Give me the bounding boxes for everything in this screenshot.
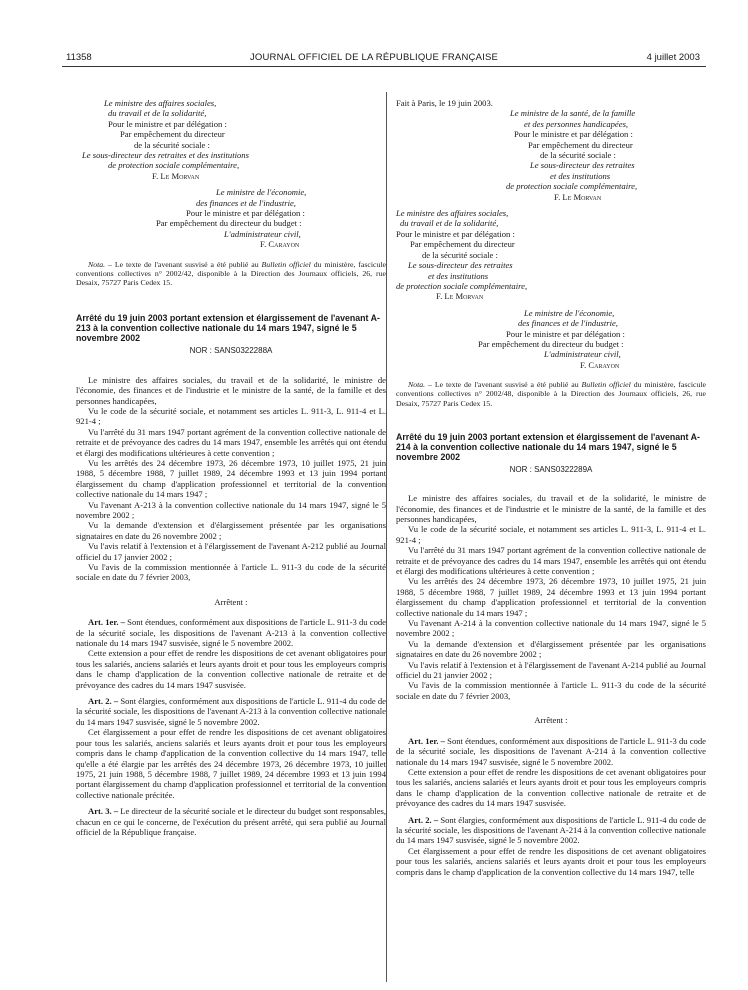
sig-line: de protection sociale complémentaire, [396, 280, 528, 291]
issue-date: 4 juillet 2003 [646, 52, 700, 63]
paragraph: Vu l'avis de la commission mentionnée à l'article L. 911-3 du code de la sécurité sociale en date du 7 février 2003, [396, 680, 706, 701]
sig-line: Par empêchement du directeur [120, 129, 225, 140]
nor-reference: NOR : SANS0322288A [189, 346, 273, 356]
sig-line: et des institutions [428, 270, 489, 281]
nota: Nota. – Le texte de l'avenant susvisé a été publié au Bulletin officiel du ministère, fascicule conventions collectives n° 2002/42, disponible à la Direction des Journaux officiels, 26, rue Desaix, 75727 Paris Cedex 15. [76, 259, 386, 288]
nota: Nota. – Le texte de l'avenant susvisé a été publié au Bulletin officiel du ministère, fascicule conventions collectives n° 2002/48, disponible à la Direction des Journaux officiels, 26, rue Desaix, 75727 Paris Cedex 15. [396, 380, 706, 408]
signatory-name: F. Le Morvan [436, 291, 484, 302]
sig-line: du travail et de la solidarité, [400, 218, 499, 229]
paragraph: Vu l'avis de la commission mentionnée à l'article L. 911-3 du code de la sécurité sociale en date du 7 février 2003, [76, 562, 386, 583]
signatory-name: F. Carayon [260, 239, 300, 250]
fait-line: Fait à Paris, le 19 juin 2003. [396, 98, 493, 108]
paragraph: Cette extension a pour effet de rendre les dispositions de cet avenant obligatoires pour tous les salariés, anciens salariés et leurs ayants droit et pour tous les employeurs compris dans le champ d'application de la convention collective nationale de retraite et de prévoyance des cadres du 14 mars 1947 susvisée. [396, 766, 706, 809]
paragraph: Vu les arrêtés des 24 décembre 1973, 26 décembre 1973, 10 juillet 1975, 21 juin 1988, 5 décembre 1988, 7 juillet 1989, 24 décembre 1993 et 13 juin 1994 portant élargissement du champ d'application professionnel et territorial de la convention collective nationale du 14 mars 1947 ; [76, 457, 386, 500]
sig-line: Par empêchement du directeur [410, 239, 515, 250]
paragraph: Vu la demande d'extension et d'élargissement présentée par les organisations signataires en date du 26 novembre 2002 ; [76, 520, 386, 541]
sig-line: des finances et de l'industrie, [518, 318, 618, 329]
sig-line: Le sous-directeur des retraites et des institutions [82, 150, 249, 161]
sig-line: Le ministre de l'économie, [524, 307, 615, 318]
journal-title: JOURNAL OFFICIEL DE LA RÉPUBLIQUE FRANÇAISE [249, 52, 499, 63]
arretent: Arrêtent : [214, 596, 248, 607]
sig-line: et des institutions [550, 170, 611, 181]
paragraph: Cet élargissement a pour effet de rendre les dispositions de cet avenant obligatoires pour tous les salariés, anciens salariés et leurs ayants droit et pour tous les employeurs compris dans le champ d'application de la convention collective du 14 mars 1947, telle qu'elle a été élargie par les arrêtés des 24 décembre 1973, 26 décembre 1973, 10 juillet 1975, 21 juin 1988, 5 décembre 1988, 7 juillet 1989, 24 décembre 1993 et 13 juin 1994 portant élargissement du champ d'application professionnel et territorial de la convention collective nationale précitée. [76, 727, 386, 800]
sig-line: du travail et de la solidarité, [108, 108, 207, 119]
sig-line: L'administrateur civil, [224, 228, 301, 239]
page-number: 11358 [66, 52, 92, 63]
paragraph: Vu l'avis relatif à l'extension et à l'élargissement de l'avenant A-212 publié au Journal officiel du 17 janvier 2002 ; [76, 541, 386, 562]
article-2: Art. 2. – Sont élargies, conformément aux dispositions de l'article L. 911-4 du code de la sécurité sociale, les dispositions de l'avenant A-214 à la convention collective nationale du 14 mars 1947 susvisée, signé le 5 novembre 2002. [396, 814, 706, 846]
signatory-name: F. Carayon [580, 359, 620, 370]
sig-line: Le ministre des affaires sociales, [396, 208, 509, 219]
sig-line: Le ministre de l'économie, [216, 187, 307, 198]
signatory-name: F. Le Morvan [554, 191, 602, 202]
paragraph: Vu l'avenant A-214 à la convention collective nationale du 14 mars 1947, signé le 5 novembre 2002 ; [396, 618, 706, 639]
right-column [396, 98, 706, 877]
sig-line: Le ministre de la santé, de la famille [510, 108, 636, 119]
signature-block [76, 187, 386, 249]
decree-title: Arrêté du 19 juin 2003 portant extension et élargissement de l'avenant A-213 à la convention collective nationale du 14 mars 1947, signé le 5 novembre 2002 [76, 313, 380, 344]
paragraph: Le ministre des affaires sociales, du travail et de la solidarité, le ministre de l'économie, des finances et de l'industrie et le ministre de la santé, de la famille et des personnes handicapées, [396, 493, 706, 524]
sig-line: Pour le ministre et par délégation : [506, 328, 625, 339]
paragraph: Cet élargissement a pour effet de rendre les dispositions de cet avenant obligatoires pour tous les salariés, anciens salariés et leurs ayants droit et pour tous les employeurs compris dans le champ d'application de la convention collective du 14 mars 1947, telle [396, 845, 706, 877]
sig-line: Par empêchement du directeur [528, 139, 633, 150]
column-separator [386, 92, 387, 982]
signature-block [76, 98, 386, 181]
sig-line: de la sécurité sociale : [134, 139, 210, 150]
sig-line: L'administrateur civil, [544, 349, 621, 360]
sig-line: Pour le ministre et par délégation : [396, 228, 515, 239]
paragraph: Cette extension a pour effet de rendre les dispositions de cet avenant obligatoires pour tous les salariés, anciens salariés et leurs ayants droit et pour tous les employeurs compris dans le champ d'application de la convention collective nationale de retraite et de prévoyance des cadres du 14 mars 1947 susvisée. [76, 648, 386, 690]
arretent: Arrêtent : [534, 715, 568, 726]
page-header [0, 52, 748, 66]
sig-line: Par empêchement du directeur du budget : [156, 218, 302, 229]
article-3: Art. 3. – Le directeur de la sécurité sociale et le directeur du budget sont responsables, chacun en ce qui le concerne, de l'exécution du présent arrêté, qui sera publié au Journal officiel de la République française. [76, 806, 387, 837]
sig-line: de protection sociale complémentaire, [506, 181, 638, 192]
sig-line: de la sécurité sociale : [540, 150, 616, 161]
paragraph: Vu les arrêtés des 24 décembre 1973, 26 décembre 1973, 10 juillet 1975, 21 juin 1988, 5 décembre 1988, 7 juillet 1989, 24 décembre 1993 et 13 juin 1994 portant élargissement du champ d'application professionnel et territorial de la convention collective nationale du 14 mars 1947 ; [396, 576, 706, 618]
article-1: Art. 1er. – Sont étendues, conformément aux dispositions de l'article L. 911-3 du code de la sécurité sociale, les dispositions de l'avenant A-214 à la convention collective nationale du 14 mars 1947 susvisée, signé le 5 novembre 2002. [396, 735, 706, 767]
paragraph: Le ministre des affaires sociales, du travail et de la solidarité, le ministre de l'économie, des finances et de l'industrie et le ministre de la santé, de la famille et des personnes handicapées, [76, 374, 386, 406]
left-column [76, 98, 386, 837]
article-1: Art. 1er. – Sont étendues, conformément aux dispositions de l'article L. 911-3 du code de la sécurité sociale, les dispositions de l'avenant A-213 à la convention collective nationale du 14 mars 1947 susvisée, signé le 5 novembre 2002. [76, 617, 386, 649]
paragraph: Vu le code de la sécurité sociale, et notamment ses articles L. 911-3, L. 911-4 et L. 921-4 ; [396, 524, 706, 545]
paragraph: Vu l'avis relatif à l'extension et à l'élargissement de l'avenant A-214 publié au Journal officiel du 21 janvier 2002 ; [396, 659, 706, 681]
sig-line: de protection sociale complémentaire, [108, 160, 240, 171]
paragraph: Vu le code de la sécurité sociale, et notamment ses articles L. 911-3, L. 911-4 et L. 921-4 ; [76, 405, 386, 427]
nor-reference: NOR : SANS0322289A [509, 464, 593, 474]
header-rule [62, 66, 706, 67]
article-2: Art. 2. – Sont élargies, conformément aux dispositions de l'article L. 911-4 du code de la sécurité sociale, les dispositions de l'avenant A-213 à la convention collective nationale du 14 mars 1947 susvisée, signé le 5 novembre 2002. [76, 696, 386, 727]
signature-block [396, 208, 706, 302]
sig-line: Pour le ministre et par délégation : [108, 118, 227, 129]
sig-line: Pour le ministre et par délégation : [186, 208, 305, 219]
sig-line: Par empêchement du directeur du budget : [478, 338, 624, 349]
decree-title: Arrêté du 19 juin 2003 portant extension et élargissement de l'avenant A-214 à la convention collective nationale du 14 mars 1947, signé le 5 novembre 2002 [396, 431, 700, 462]
sig-line: Le ministre des affaires sociales, [104, 98, 217, 108]
paragraph: Vu la demande d'extension et d'élargissement présentée par les organisations signataires en date du 26 novembre 2002 ; [396, 638, 706, 660]
paragraph: Vu l'arrêté du 31 mars 1947 portant agrément de la convention collective nationale de retraite et de prévoyance des cadres du 14 mars 1947, ensemble les arrêtés qui ont étendu et élargi des modifications ultérieures à cette convention ; [76, 426, 386, 458]
signature-block [396, 308, 706, 370]
sig-line: de la sécurité sociale : [422, 249, 498, 260]
sig-line: Le sous-directeur des retraites [530, 160, 635, 171]
sig-line: et des personnes handicapées, [524, 118, 629, 129]
signature-block [396, 108, 706, 202]
paragraph: Vu l'arrêté du 31 mars 1947 portant agrément de la convention collective nationale de retraite et de prévoyance des cadres du 14 mars 1947, ensemble les arrêtés qui ont étendu et élargi des modifications ultérieures à cette convention ; [396, 545, 706, 577]
paragraph: Vu l'avenant A-213 à la convention collective nationale du 14 mars 1947, signé le 5 novembre 2002 ; [76, 499, 386, 520]
signatory-name: F. Le Morvan [152, 170, 200, 181]
sig-line: des finances et de l'industrie, [196, 197, 296, 208]
sig-line: Le sous-directeur des retraites [408, 260, 513, 271]
sig-line: Pour le ministre et par délégation : [514, 129, 633, 140]
